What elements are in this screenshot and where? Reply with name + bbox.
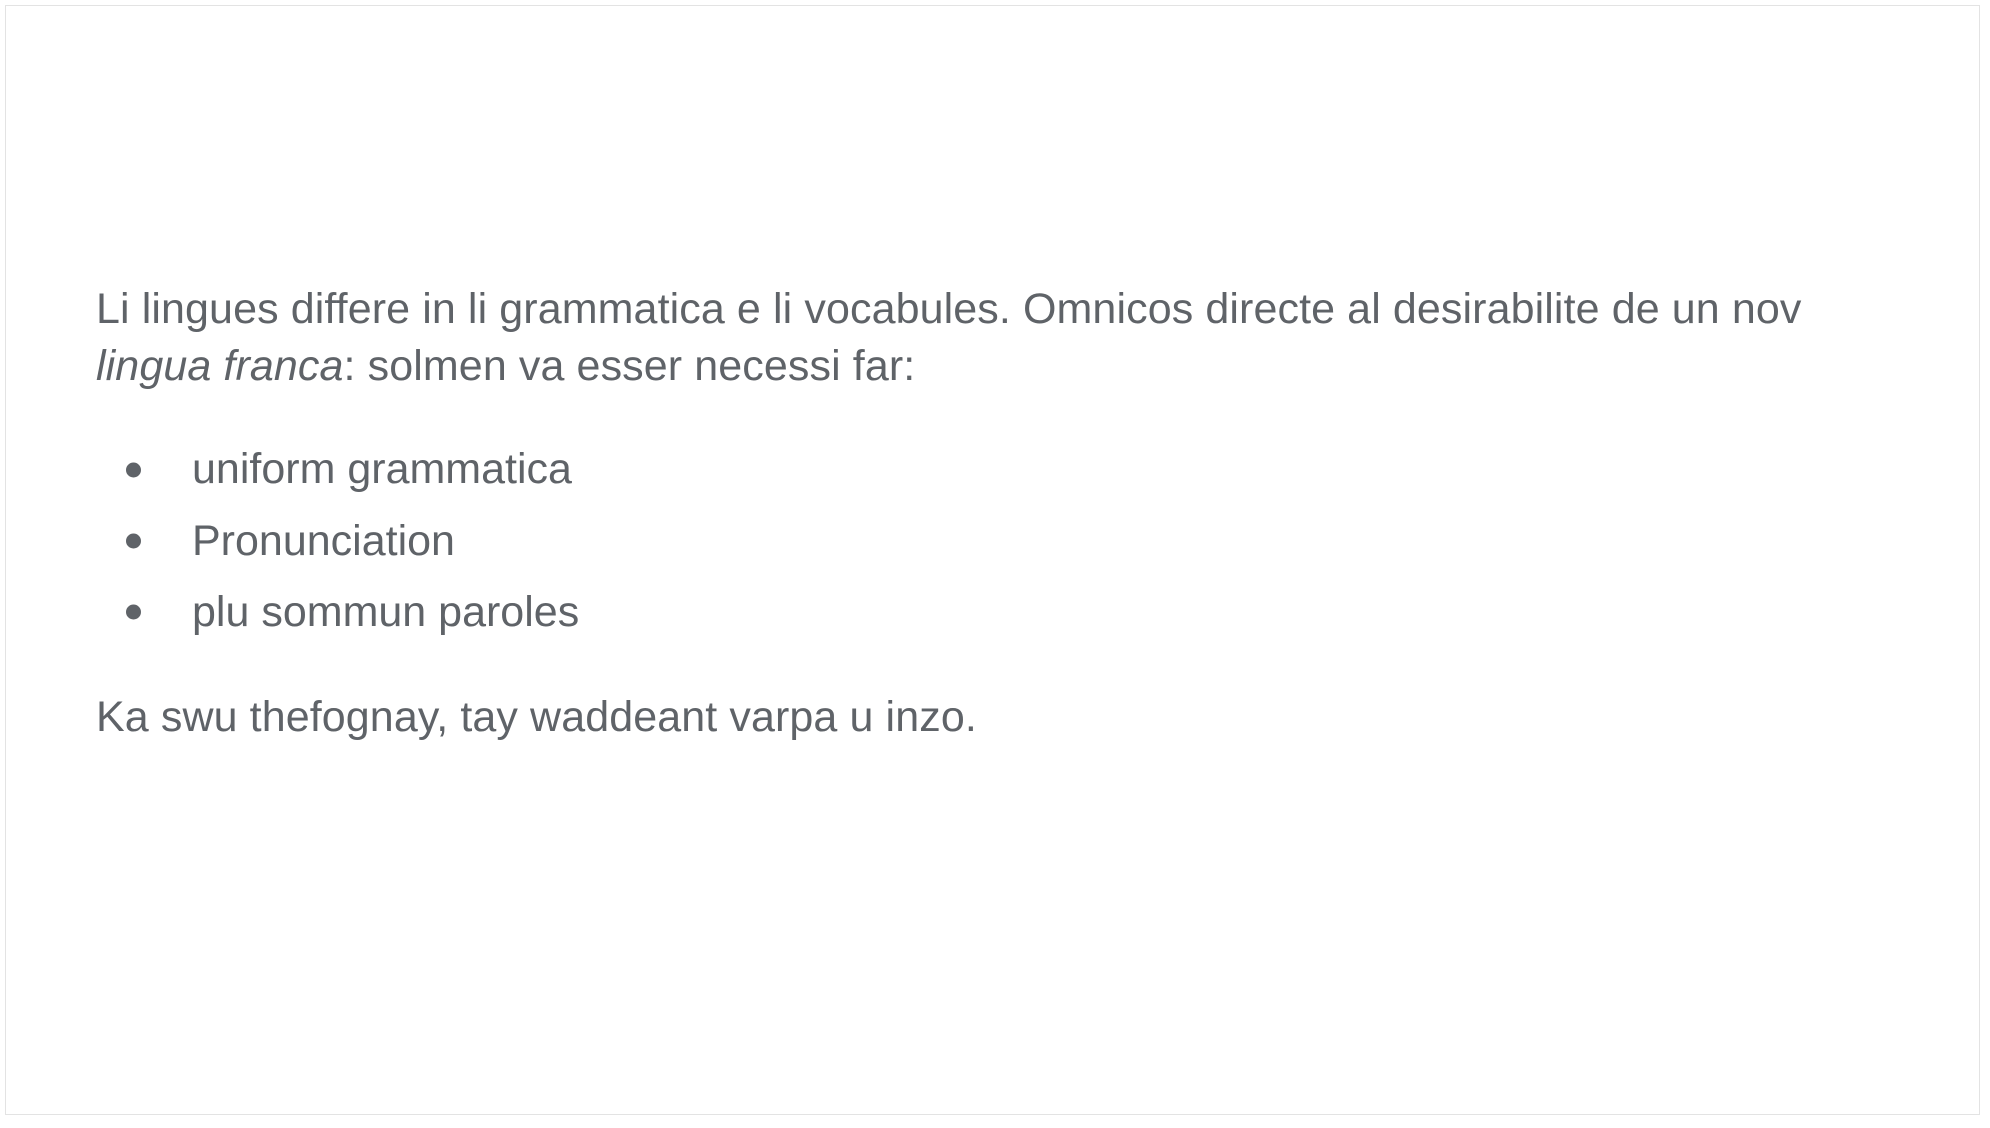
intro-text-part1: Li lingues differe in li grammatica e li vocabules. Omnicos directe al desirabilite de un nov: [96, 285, 1802, 333]
bullet-dot-icon: [126, 462, 141, 477]
list-item-label: Pronunciation: [192, 516, 455, 565]
intro-paragraph: [96, 281, 1926, 395]
slide-frame: [5, 5, 1980, 1115]
bullet-dot-icon: [126, 605, 141, 620]
bullet-list: [96, 441, 1926, 641]
closing-paragraph: Ka swu thefognay, tay waddeant varpa u inzo.: [96, 692, 977, 741]
list-item: [96, 441, 1926, 498]
list-item-label: plu sommun paroles: [192, 587, 580, 636]
list-item-label: uniform grammatica: [192, 445, 572, 494]
list-item: [96, 584, 1926, 641]
intro-text-emphasis: lingua franca: [96, 342, 344, 391]
intro-text-part2: : solmen va esser necessi far:: [343, 342, 916, 391]
bullet-dot-icon: [126, 534, 141, 549]
slide-content: [96, 281, 1926, 746]
list-item: [96, 513, 1926, 570]
